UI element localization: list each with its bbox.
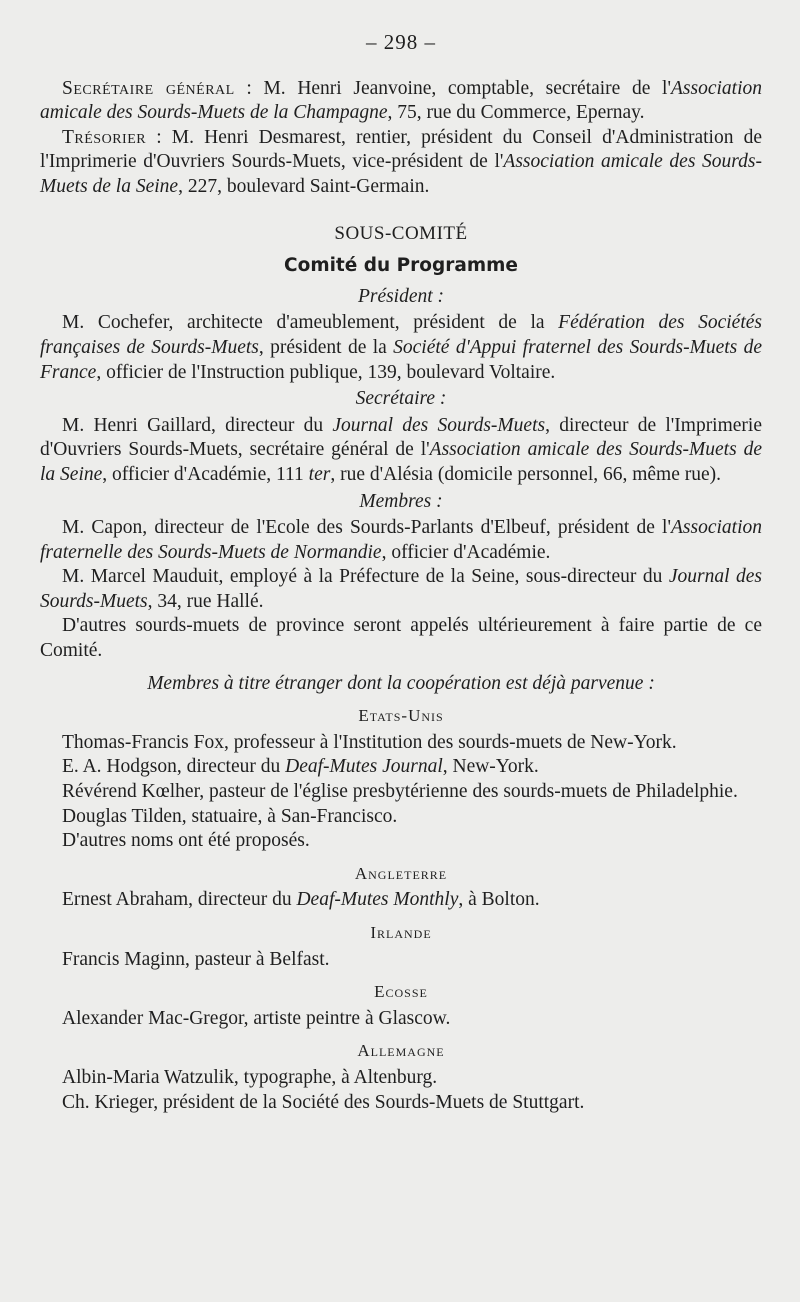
- secretaire-heading: Secrétaire :: [355, 388, 447, 410]
- comite-programme-heading: Comité du Programme: [284, 255, 518, 277]
- member-maginn: Francis Maginn, pasteur à Belfast.: [62, 948, 330, 970]
- member-fox: Thomas-Francis Fox, professeur à l'Institution des sourds-muets de New-York.: [62, 731, 677, 753]
- secretaire-entry: M. Henri Gaillard, directeur du Journal des Sourds-Muets, directeur de l'Imprimerie d'Ouvriers Sourds-Muets, secrétaire général de l'Association amicale des Sourds-Muets de la Seine, officier d'Académie, 111 ter, rue d'Alésia (domicile personnel, 66, même rue).: [40, 414, 762, 485]
- member-tilden: Douglas Tilden, statuaire, à San-Francisco.: [62, 805, 398, 827]
- page-number: – 298 –: [366, 30, 436, 54]
- secretaire-general-label: Secrétaire général: [62, 77, 235, 99]
- membres-heading: Membres :: [359, 490, 443, 512]
- member-abraham: Ernest Abraham, directeur du Deaf-Mutes Monthly, à Bolton.: [62, 889, 540, 911]
- autres-sourds-muets-note: D'autres sourds-muets de province seront appelés ultérieurement à faire partie de ce Comité.: [40, 615, 762, 662]
- tresorier-label: Trésorier: [62, 126, 147, 148]
- membre-mauduit-entry: M. Marcel Mauduit, employé à la Préfecture de la Seine, sous-directeur du Journal des Sourds-Muets, 34, rue Hallé.: [40, 566, 763, 612]
- country-heading-allemagne: Allemagne: [357, 1041, 445, 1061]
- member-watzulik: Albin-Maria Watzulik, typographe, à Altenburg.: [62, 1066, 438, 1088]
- member-mac-gregor: Alexander Mac-Gregor, artiste peintre à Glascow.: [62, 1007, 451, 1029]
- member-koelher: Révérend Kœlher, pasteur de l'église presbytérienne des sourds-muets de Philadelphie.: [62, 781, 738, 803]
- sous-comite-heading: SOUS-COMITÉ: [334, 222, 468, 244]
- membre-capon-entry: M. Capon, directeur de l'Ecole des Sourds-Parlants d'Elbeuf, président de l'Association fraternelle des Sourds-Muets de Normandie, officier d'Académie.: [40, 517, 762, 563]
- country-heading-irlande: Irlande: [370, 923, 432, 942]
- president-heading: Président :: [357, 285, 445, 307]
- autres-noms-note: D'autres noms ont été proposés.: [62, 830, 310, 852]
- country-heading-ecosse: Ecosse: [374, 982, 428, 1002]
- secretaire-general-entry: Secrétaire général : M. Henri Jeanvoine, comptable, secrétaire de l'Association amicale des Sourds-Muets de la Champagne, 75, rue du Commerce, Epernay.: [40, 77, 762, 124]
- president-entry: M. Cochefer, architecte d'ameublement, président de la Fédération des Sociétés françaises de Sourds-Muets, président de la Société d'Appui fraternel des Sourds-Muets de France, officier de l'Instruction publique, 139, boulevard Voltaire.: [40, 312, 762, 383]
- country-heading-angleterre: Angleterre: [354, 863, 448, 883]
- member-krieger: Ch. Krieger, président de la Société des Sourds-Muets de Stuttgart.: [62, 1091, 585, 1113]
- member-hodgson: E. A. Hodgson, directeur du Deaf-Mutes Journal, New-York.: [62, 756, 539, 778]
- tresorier-entry: Trésorier : M. Henri Desmarest, rentier, président du Conseil d'Administration de l'Imprimerie d'Ouvriers Sourds-Muets, vice-président de l'Association amicale des Sourds-Muets de la Seine, 227, boulevard Saint-Germain.: [40, 126, 763, 197]
- country-heading-etats-unis: Etats-Unis: [358, 706, 444, 726]
- membres-etrangers-heading: Membres à titre étranger dont la coopération est déjà parvenue :: [147, 672, 655, 694]
